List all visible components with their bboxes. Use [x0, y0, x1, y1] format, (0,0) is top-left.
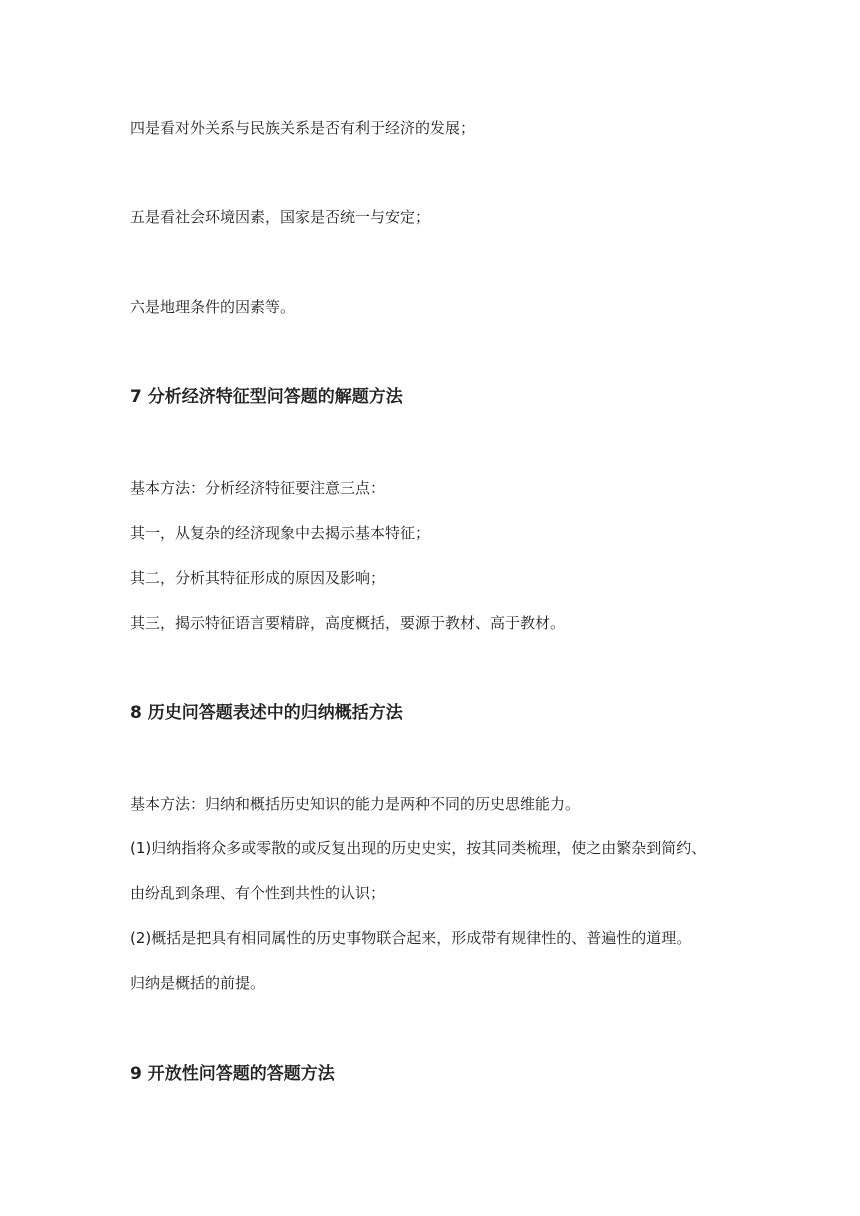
section-7-heading: 7 分析经济特征型问答题的解题方法 [130, 387, 403, 407]
paragraph-point-six: 六是地理条件的因素等。 [130, 298, 296, 316]
section-8-item-2: (2)概括是把具有相同属性的历史事物联合起来，形成带有规律性的、普遍性的道理。 [130, 929, 692, 947]
section-8-heading: 8 历史问答题表述中的归纳概括方法 [130, 703, 403, 723]
section-8-conclusion: 归纳是概括的前提。 [130, 974, 266, 992]
section-7-basic-method: 基本方法：分析经济特征要注意三点： [130, 479, 386, 497]
section-9-heading: 9 开放性问答题的答题方法 [130, 1064, 335, 1084]
section-8-item-1-line-1: (1)归纳指将众多或零散的或反复出现的历史史实，按其同类梳理，使之由繁杂到简约、 [130, 839, 707, 857]
section-8-basic-method: 基本方法：归纳和概括历史知识的能力是两种不同的历史思维能力。 [130, 795, 581, 813]
section-7-point-1: 其一，从复杂的经济现象中去揭示基本特征； [130, 524, 431, 542]
section-7-point-2: 其二，分析其特征形成的原因及影响； [130, 569, 386, 587]
paragraph-point-four: 四是看对外关系与民族关系是否有利于经济的发展； [130, 119, 476, 137]
section-7-point-3: 其三，揭示特征语言要精辟，高度概括，要源于教材、高于教材。 [130, 614, 566, 632]
paragraph-point-five: 五是看社会环境因素，国家是否统一与安定； [130, 208, 431, 226]
section-8-item-1-line-2: 由纷乱到条理、有个性到共性的认识； [130, 884, 386, 902]
